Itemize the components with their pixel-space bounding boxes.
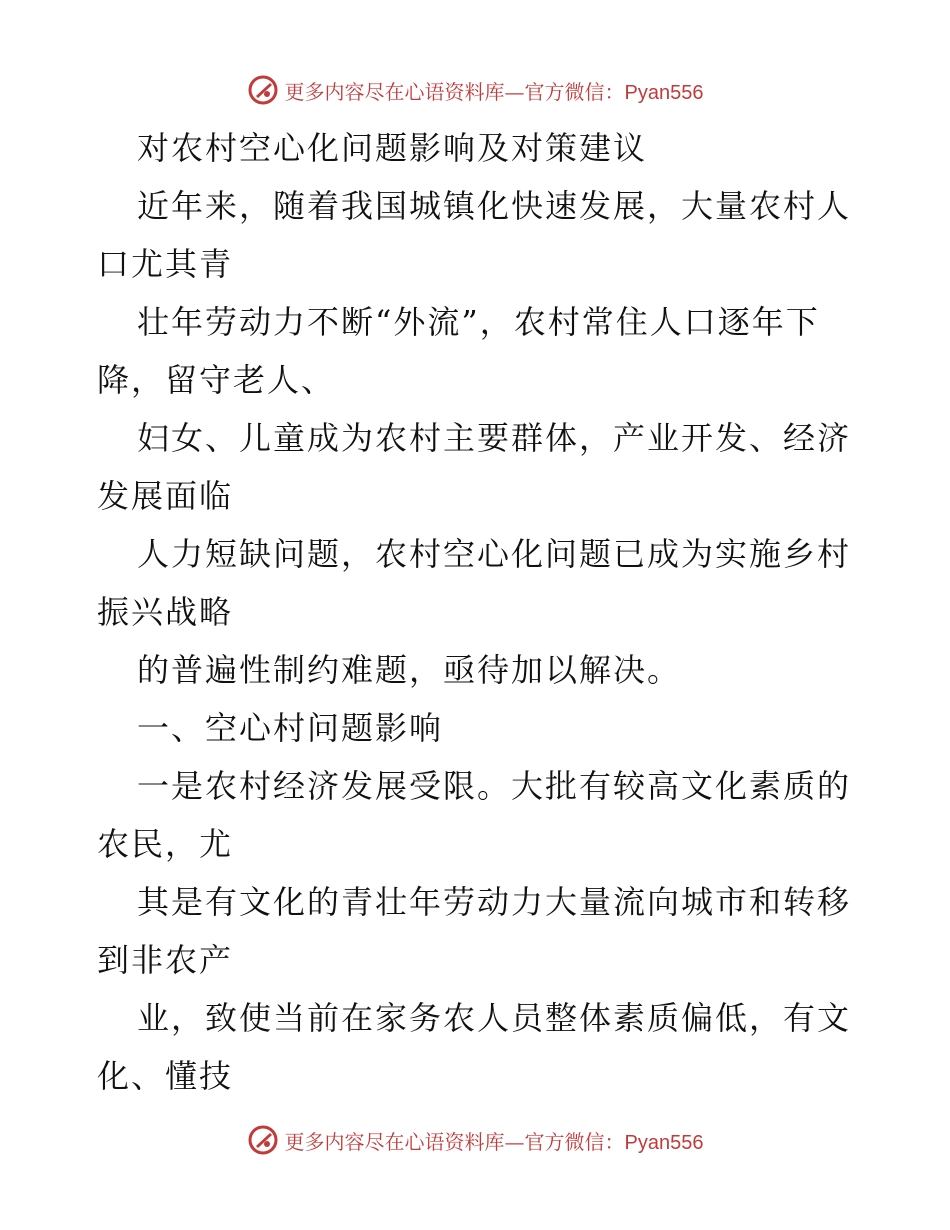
footer-watermark (0, 1120, 950, 1160)
footer-watermark-text: 更多内容尽在心语资料库—官方微信：Pyan556 (284, 1129, 704, 1154)
text-line: 人力短缺问题，农村空心化问题已成为实施乡村 (137, 535, 852, 573)
text-line: 一、空心村问题影响 (137, 709, 444, 747)
text-line: 发展面临 (97, 477, 234, 515)
logo-icon (247, 74, 279, 106)
text-line: 一是农村经济发展受限。大批有较高文化素质的 (137, 767, 852, 805)
header-watermark-text: 更多内容尽在心语资料库—官方微信：Pyan556 (284, 79, 704, 104)
text-line: 业，致使当前在家务农人员整体素质偏低，有文 (137, 999, 852, 1037)
text-line: 到非农产 (97, 941, 234, 979)
text-line: 降，留守老人、 (97, 361, 336, 399)
text-line: 对农村空心化问题影响及对策建议 (137, 129, 648, 167)
text-line: 其是有文化的青壮年劳动力大量流向城市和转移 (137, 883, 852, 921)
logo-icon (247, 1124, 279, 1156)
text-line: 振兴战略 (97, 593, 234, 631)
text-line: 化、懂技 (97, 1057, 234, 1095)
text-line: 壮年劳动力不断“外流”，农村常住人口逐年下 (137, 303, 820, 341)
text-line: 近年来，随着我国城镇化快速发展，大量农村人 (137, 187, 852, 225)
header-watermark (0, 70, 950, 110)
text-line: 农民，尤 (97, 825, 234, 863)
text-line: 妇女、儿童成为农村主要群体，产业开发、经济 (137, 419, 852, 457)
document-body (97, 119, 857, 1105)
text-line: 的普遍性制约难题，亟待加以解决。 (137, 651, 682, 689)
text-line: 口尤其青 (97, 245, 234, 283)
